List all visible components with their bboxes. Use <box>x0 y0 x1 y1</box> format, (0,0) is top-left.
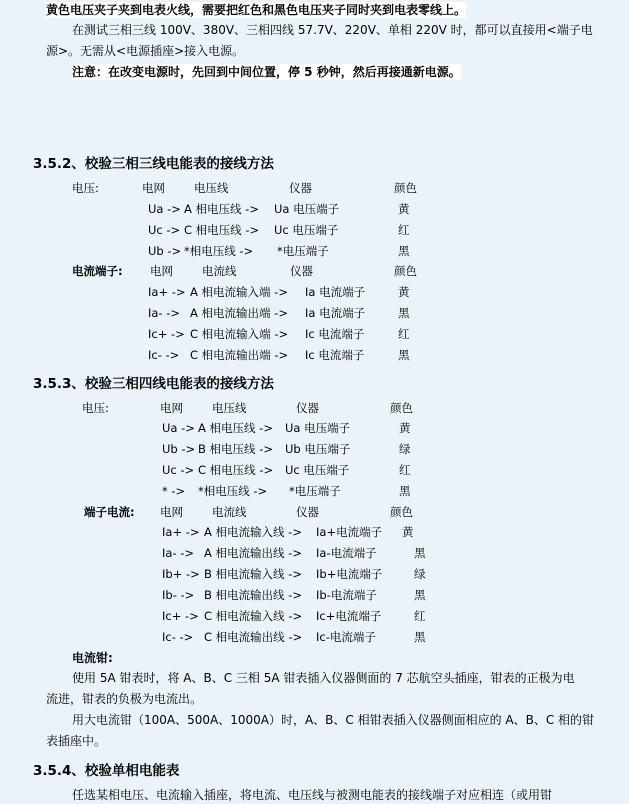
s353-c-line: B 相电流输出线 -> <box>204 588 302 602</box>
s353-v-grid: Uc -> <box>162 463 195 477</box>
s352-v-instrument: *电压端子 <box>277 244 329 258</box>
s352-v-color: 黄 <box>398 202 410 216</box>
s353-c-line: C 相电流输出线 -> <box>204 630 303 644</box>
s352-voltage-header-grid: 电网 <box>142 181 165 195</box>
s353-voltage-label: 电压: <box>82 401 109 415</box>
s353-current-header-line: 电流线 <box>212 505 247 519</box>
s352-v-line: *相电压线 -> <box>184 244 254 258</box>
s353-v-instrument: Ua 电压端子 <box>285 421 351 435</box>
s352-current-label: 电流端子: <box>72 264 123 278</box>
s353-c-instrument: Ib+电流端子 <box>316 567 383 581</box>
s353-c-grid: Ib- -> <box>162 588 195 602</box>
s352-v-color: 红 <box>398 223 410 237</box>
s353-c-instrument: Ic+电流端子 <box>316 609 382 623</box>
s352-c-color: 黑 <box>398 348 410 362</box>
s352-c-grid: Ia- -> <box>148 306 181 320</box>
s353-v-instrument: *电压端子 <box>289 484 341 498</box>
s353-v-color: 红 <box>399 463 411 477</box>
clamp-paragraph-2-line-2: 表插座中。 <box>46 734 107 748</box>
s352-c-instrument: Ic 电流端子 <box>305 327 365 341</box>
s352-v-line: C 相电压线 -> <box>184 223 260 237</box>
s353-c-color: 黑 <box>414 630 426 644</box>
s353-v-instrument: Uc 电压端子 <box>285 463 350 477</box>
s353-c-color: 黄 <box>402 525 414 539</box>
s353-current-header-instrument: 仪器 <box>296 505 319 519</box>
section-353-title: 3.5.3、校验三相四线电能表的接线方法 <box>33 376 274 392</box>
s352-c-instrument: Ia 电流端子 <box>305 285 366 299</box>
s352-v-grid: Ub -> <box>148 244 182 258</box>
s353-c-color: 绿 <box>414 567 426 581</box>
s352-c-grid: Ic- -> <box>148 348 180 362</box>
s352-v-grid: Ua -> <box>148 202 181 216</box>
s352-voltage-header-line: 电压线 <box>194 181 229 195</box>
clamp-label: 电流钳: <box>72 651 113 665</box>
s353-current-header-color: 颜色 <box>390 505 413 519</box>
s352-v-grid: Uc -> <box>148 223 181 237</box>
s353-c-grid: Ib+ -> <box>162 567 200 581</box>
s353-c-instrument: Ib-电流端子 <box>316 588 377 602</box>
s352-v-line: A 相电压线 -> <box>184 202 259 216</box>
section-354-title: 3.5.4、校验单相电能表 <box>33 763 180 779</box>
clamp-paragraph-1-line-1: 使用 5A 钳表时，将 A、B、C 三相 5A 钳表插入仪器侧面的 7 芯航空头插座，钳表的正极为电 <box>72 671 575 685</box>
clamp-paragraph-1-line-2: 流进，钳表的负极为电流出。 <box>46 692 203 706</box>
s352-voltage-header-color: 颜色 <box>394 181 417 195</box>
clamp-paragraph-2-line-1: 用大电流钳（100A、500A、1000A）时，A、B、C 相钳表插入仪器侧面相应的 A、B、C 相的钳 <box>72 713 595 727</box>
s353-v-grid: Ua -> <box>162 421 195 435</box>
s352-current-header-grid: 电网 <box>150 264 173 278</box>
section-354-line-1: 任选某相电压、电流输入插座，将电流、电压线与被测电能表的接线端子对应相连（或用钳 <box>72 788 553 802</box>
s353-v-instrument: Ub 电压端子 <box>285 442 351 456</box>
s353-c-grid: Ia+ -> <box>162 525 200 539</box>
s352-c-color: 黑 <box>398 306 410 320</box>
s353-v-color: 绿 <box>399 442 411 456</box>
s353-current-header-grid: 电网 <box>160 505 183 519</box>
s353-c-grid: Ic+ -> <box>162 609 199 623</box>
s353-v-color: 黄 <box>399 421 411 435</box>
s352-c-line: A 相电流输出端 -> <box>190 306 288 320</box>
s352-c-line: C 相电流输出端 -> <box>190 348 289 362</box>
s352-c-line: C 相电流输入端 -> <box>190 327 289 341</box>
s353-voltage-header-grid: 电网 <box>160 401 183 415</box>
s353-c-line: B 相电流输入线 -> <box>204 567 302 581</box>
s353-v-line: A 相电压线 -> <box>198 421 273 435</box>
s353-voltage-header-color: 颜色 <box>390 401 413 415</box>
s353-c-instrument: Ia-电流端子 <box>316 546 377 560</box>
s353-c-grid: Ic- -> <box>162 630 194 644</box>
s352-v-instrument: Uc 电压端子 <box>274 223 339 237</box>
s352-c-color: 黄 <box>398 285 410 299</box>
s352-v-color: 黑 <box>398 244 410 258</box>
intro-paragraph-line-1: 在测试三相三线 100V、380V、三相四线 57.7V、220V、单相 220V 时，都可以直接用<端子电 <box>72 23 593 37</box>
s353-v-color: 黑 <box>399 484 411 498</box>
s353-c-color: 黑 <box>414 546 426 560</box>
s353-voltage-header-line: 电压线 <box>212 401 247 415</box>
s353-c-color: 黑 <box>414 588 426 602</box>
intro-note: 注意：在改变电源时，先回到中间位置，停 5 秒钟，然后再接通新电源。 <box>72 65 461 79</box>
s353-c-line: C 相电流输入线 -> <box>204 609 303 623</box>
s353-c-color: 红 <box>414 609 426 623</box>
s352-current-header-color: 颜色 <box>394 264 417 278</box>
s353-v-line: B 相电压线 -> <box>198 442 273 456</box>
s352-current-header-line: 电流线 <box>202 264 237 278</box>
section-352-title: 3.5.2、校验三相三线电能表的接线方法 <box>33 156 274 172</box>
s353-current-label: 端子电流: <box>84 505 135 519</box>
s353-v-line: *相电压线 -> <box>198 484 268 498</box>
s353-voltage-header-instrument: 仪器 <box>296 401 319 415</box>
s353-v-line: C 相电压线 -> <box>198 463 274 477</box>
intro-line-1: 黄色电压夹子夹到电表火线，需要把红色和黑色电压夹子同时夹到电表零线上。 <box>46 3 467 17</box>
intro-paragraph-line-2: 源>。无需从<电源插座>接入电源。 <box>46 44 245 58</box>
s352-c-line: A 相电流输入端 -> <box>190 285 288 299</box>
s352-c-color: 红 <box>398 327 410 341</box>
s353-c-grid: Ia- -> <box>162 546 195 560</box>
s352-c-instrument: Ia 电流端子 <box>305 306 366 320</box>
s352-c-instrument: Ic 电流端子 <box>305 348 365 362</box>
s352-current-header-instrument: 仪器 <box>290 264 313 278</box>
s353-v-grid: Ub -> <box>162 442 196 456</box>
s353-c-line: A 相电流输出线 -> <box>204 546 302 560</box>
s353-c-line: A 相电流输入线 -> <box>204 525 302 539</box>
s352-v-instrument: Ua 电压端子 <box>274 202 340 216</box>
s353-c-instrument: Ic-电流端子 <box>316 630 376 644</box>
s353-c-instrument: Ia+电流端子 <box>316 525 383 539</box>
s352-c-grid: Ic+ -> <box>148 327 185 341</box>
s352-voltage-header-instrument: 仪器 <box>289 181 312 195</box>
s352-c-grid: Ia+ -> <box>148 285 186 299</box>
s353-v-grid: * -> <box>162 484 186 498</box>
s352-voltage-label: 电压: <box>72 181 99 195</box>
